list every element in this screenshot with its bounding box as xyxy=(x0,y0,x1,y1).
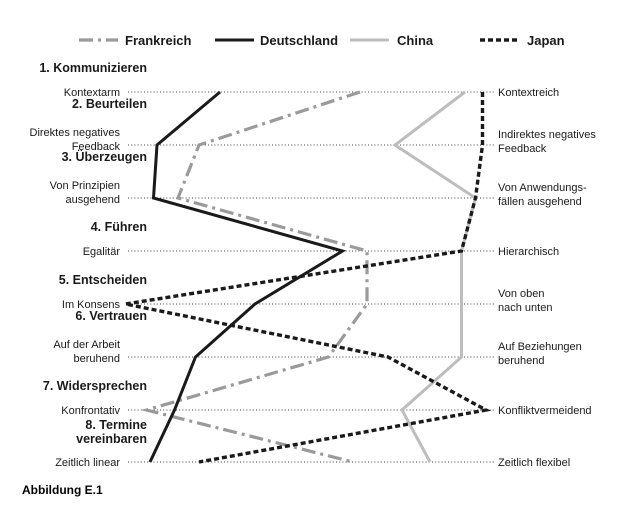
series-line-frankreich xyxy=(147,92,368,462)
left-pole-label: ausgehend xyxy=(65,194,120,206)
series-line-japan xyxy=(126,92,487,462)
category-title: 7. Widersprechen xyxy=(42,379,147,393)
left-pole-label: Im Konsens xyxy=(61,299,120,311)
right-pole-label: Zeitlich flexibel xyxy=(498,457,571,469)
right-pole-label: Indirektes negatives xyxy=(498,129,596,141)
right-pole-label: Hierarchisch xyxy=(498,246,560,258)
legend-label-deutschland: Deutschland xyxy=(260,33,339,48)
series-lines xyxy=(126,92,487,462)
category-title: 3. Überzeugen xyxy=(61,150,147,164)
left-pole-label: Auf der Arbeit xyxy=(53,339,120,351)
category-title: 4. Führen xyxy=(90,220,147,234)
legend-label-china: China xyxy=(397,33,434,48)
legend-label-frankreich: Frankreich xyxy=(125,33,192,48)
right-pole-label: beruhend xyxy=(498,355,545,367)
left-pole-label: Zeitlich linear xyxy=(55,457,120,469)
category-title: 1. Kommunizieren xyxy=(39,61,147,75)
category-title: 2. Beurteilen xyxy=(71,97,147,111)
right-pole-label: Von Anwendungs- xyxy=(498,182,587,194)
right-pole-label: Von oben xyxy=(498,288,545,300)
category-title: 8. Termine xyxy=(85,418,147,432)
left-pole-label: Konfrontativ xyxy=(61,405,120,417)
legend-label-japan: Japan xyxy=(527,33,565,48)
left-pole-label: Kontextarm xyxy=(63,87,120,99)
left-pole-label: Egalitär xyxy=(82,246,120,258)
right-pole-label: nach unten xyxy=(498,302,553,314)
left-pole-label: beruhend xyxy=(73,353,120,365)
category-title: vereinbaren xyxy=(76,432,147,446)
legend xyxy=(79,33,565,48)
right-pole-label: Feedback xyxy=(498,143,547,155)
left-pole-label: Feedback xyxy=(71,141,120,153)
category-title: 6. Vertrauen xyxy=(75,309,147,323)
category-title: 5. Entscheiden xyxy=(58,273,147,287)
right-pole-label: Kontextreich xyxy=(498,87,560,99)
category-guides xyxy=(128,92,494,462)
figure-caption: Abbildung E.1 xyxy=(22,483,103,497)
left-pole-label: Direktes negatives xyxy=(29,127,120,139)
series-line-deutschland xyxy=(150,92,343,462)
left-pole-label: Von Prinzipien xyxy=(49,180,120,192)
series-line-china xyxy=(395,92,476,462)
right-pole-label: fällen ausgehend xyxy=(498,196,582,208)
right-pole-label: Auf Beziehungen xyxy=(498,341,582,353)
right-pole-label: Konfliktvermeidend xyxy=(498,405,592,417)
right-pole-labels xyxy=(498,87,596,469)
